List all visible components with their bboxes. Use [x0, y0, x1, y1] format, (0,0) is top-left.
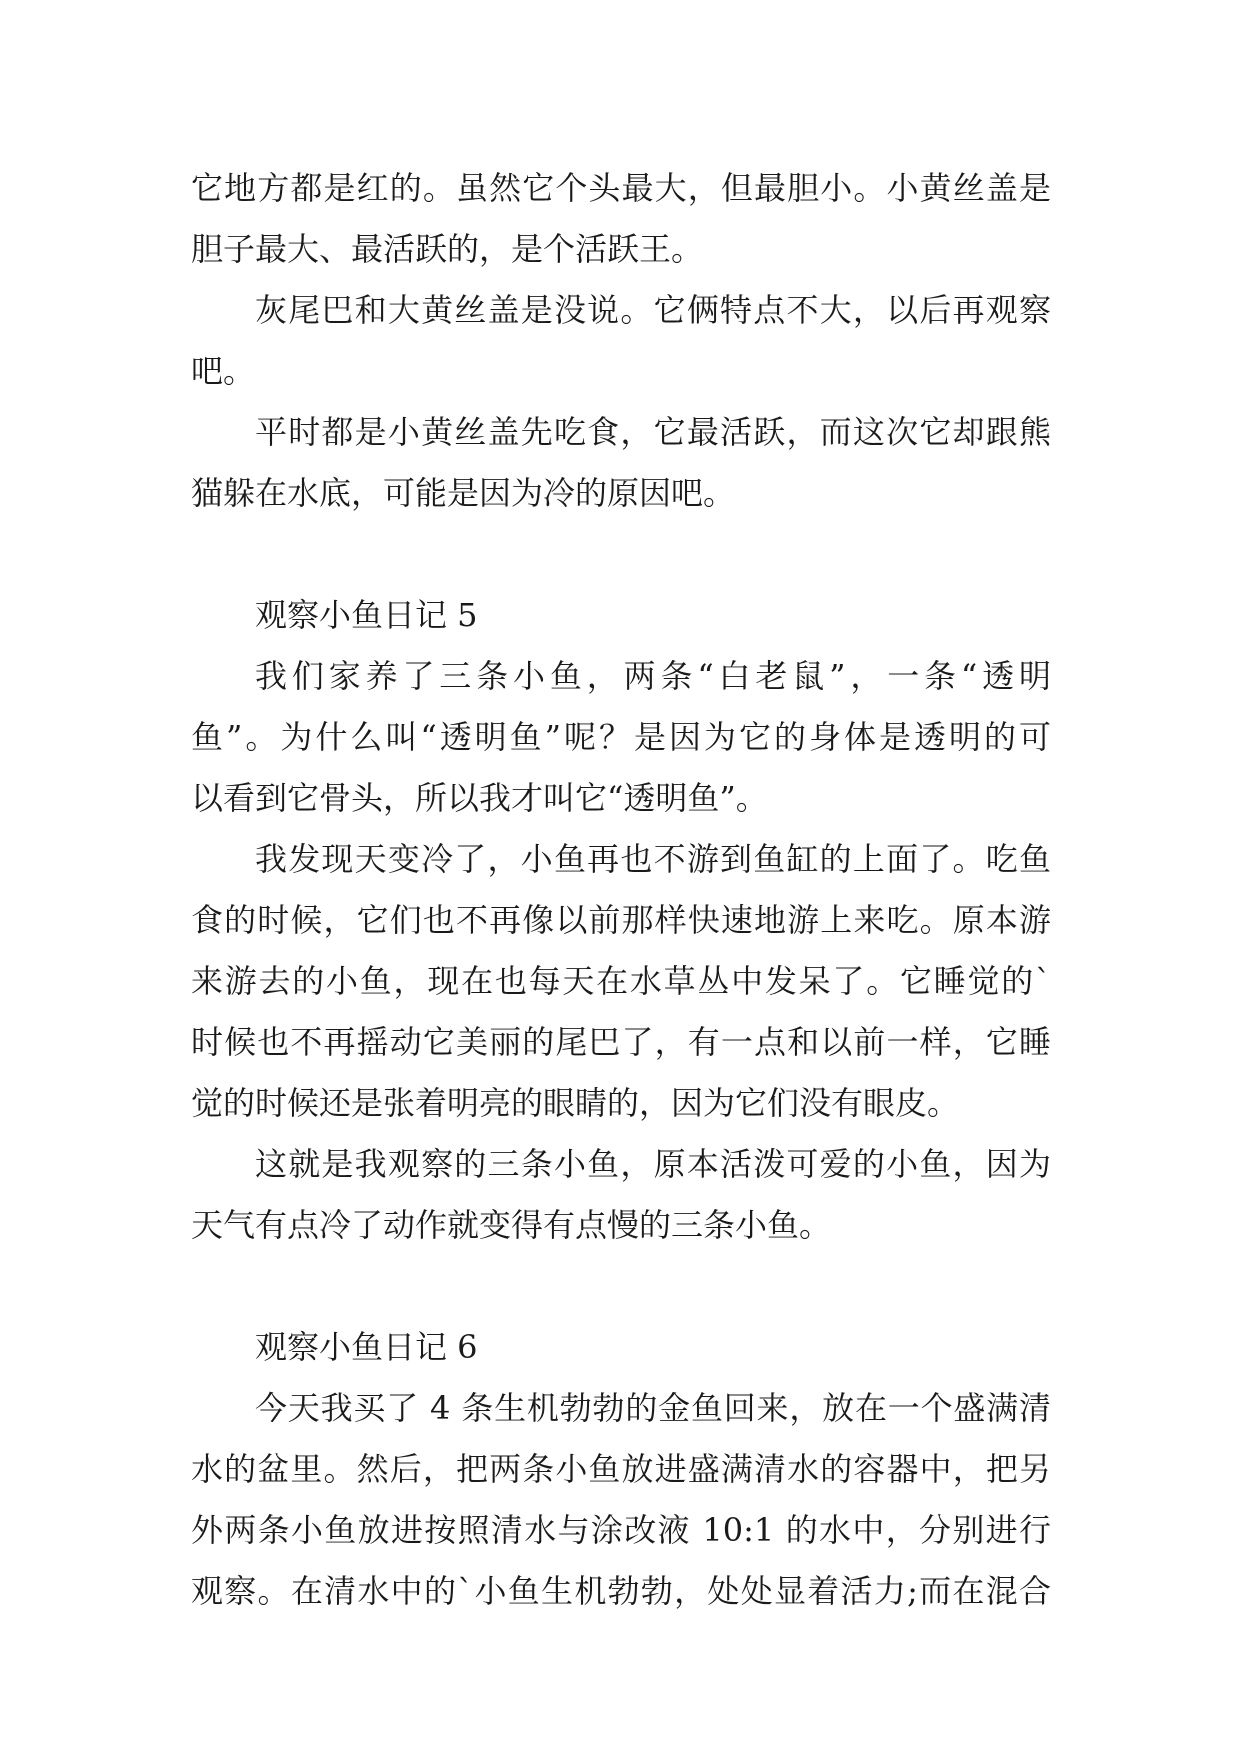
document-body	[191, 158, 1051, 1622]
text-line: 以看到它骨头，所以我才叫它“透明鱼”。	[191, 779, 768, 817]
text-line: 猫躲在水底，可能是因为冷的原因吧。	[191, 474, 736, 512]
text-line: 鱼”。为什么叫“透明鱼”呢？是因为它的身体是透明的可	[191, 718, 1051, 756]
section-spacer	[191, 1256, 1051, 1317]
text-line: 食的时候，它们也不再像以前那样快速地游上来吃。原本游	[191, 901, 1051, 939]
section-spacer	[191, 524, 1051, 585]
text-line: 时候也不再摇动它美丽的尾巴了，有一点和以前一样，它睡	[191, 1023, 1051, 1061]
text-line: 平时都是小黄丝盖先吃食，它最活跃，而这次它却跟熊	[255, 413, 1051, 451]
text-line: 吧。	[191, 352, 256, 390]
text-line: 今天我买了 4 条生机勃勃的金鱼回来，放在一个盛满清	[255, 1389, 1051, 1427]
text-line: 观察。在清水中的`小鱼生机勃勃，处处显着活力;而在混合	[191, 1572, 1051, 1610]
text-line: 外两条小鱼放进按照清水与涂改液 10:1 的水中，分别进行	[191, 1511, 1051, 1549]
text-line: 它地方都是红的。虽然它个头最大，但最胆小。小黄丝盖是	[191, 169, 1051, 207]
text-line: 这就是我观察的三条小鱼，原本活泼可爱的小鱼，因为	[255, 1145, 1051, 1183]
text-line: 水的盆里。然后，把两条小鱼放进盛满清水的容器中，把另	[191, 1450, 1051, 1488]
text-line: 我们家养了三条小鱼，两条“白老鼠”，一条“透明	[255, 657, 1051, 695]
text-line: 觉的时候还是张着明亮的眼睛的，因为它们没有眼皮。	[191, 1084, 960, 1122]
text-line: 天气有点冷了动作就变得有点慢的三条小鱼。	[191, 1206, 832, 1244]
text-line: 我发现天变冷了，小鱼再也不游到鱼缸的上面了。吃鱼	[255, 840, 1051, 878]
text-line: 来游去的小鱼，现在也每天在水草丛中发呆了。它睡觉的`	[191, 962, 1051, 1000]
section-heading: 观察小鱼日记 5	[255, 596, 478, 634]
text-line: 胆子最大、最活跃的，是个活跃王。	[191, 230, 704, 268]
section-heading: 观察小鱼日记 6	[255, 1328, 478, 1366]
text-line: 灰尾巴和大黄丝盖是没说。它俩特点不大，以后再观察	[255, 291, 1051, 329]
